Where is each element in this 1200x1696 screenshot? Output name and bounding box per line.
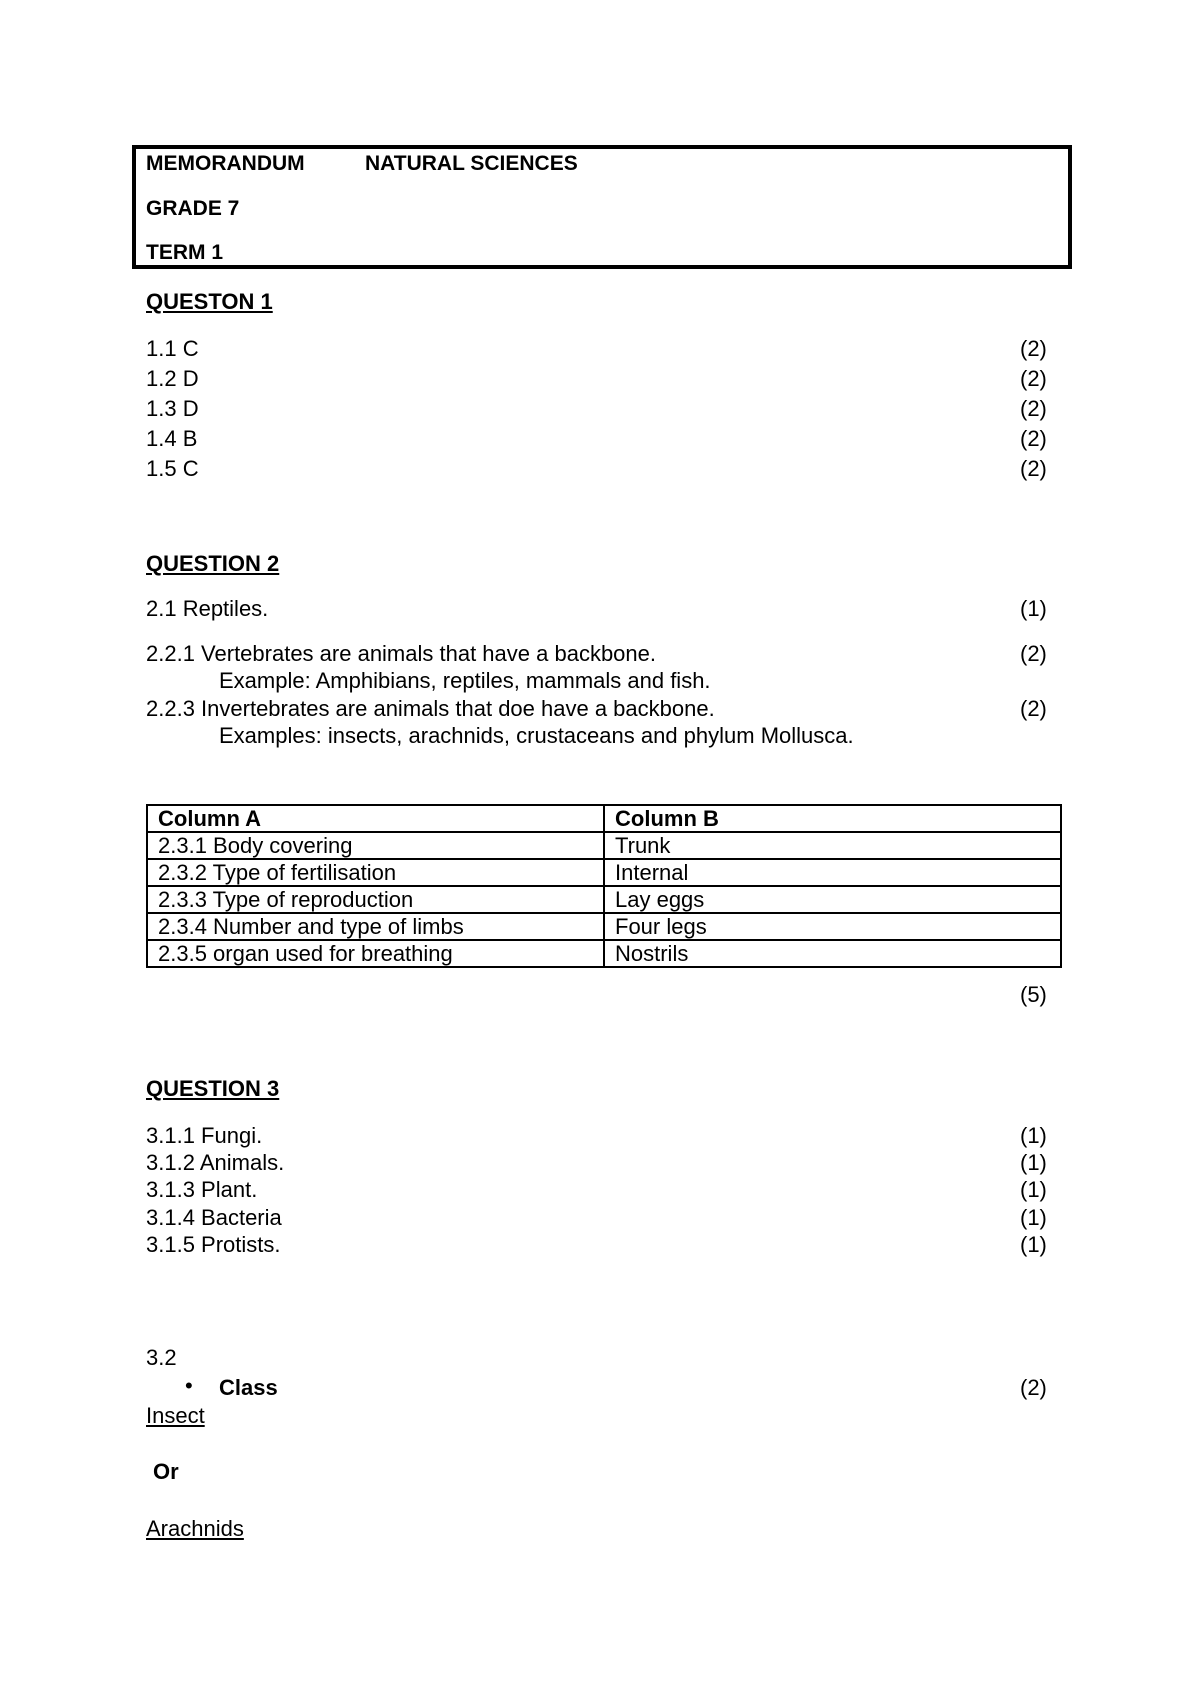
answer-3-1-1: 3.1.1 Fungi. [146,1123,263,1148]
mark-2-1: (1) [1020,596,1047,621]
column-b-header: Column B [604,805,1061,832]
answer-1-2: 1.2 D [146,366,199,391]
mark-2-2-3: (2) [1020,696,1047,721]
table-row [147,832,1061,859]
answer-3-1-3: 3.1.3 Plant. [146,1177,258,1202]
mark-1-4: (2) [1020,426,1047,451]
table-header-row [147,805,1061,832]
table-row [147,940,1061,967]
mark-2-3: (5) [1020,982,1047,1007]
mark-3-2: (2) [1020,1375,1047,1400]
table-cell: Lay eggs [604,886,1061,913]
bullet-class: Class [219,1375,278,1400]
mark-1-5: (2) [1020,456,1047,481]
mark-3-1-4: (1) [1020,1205,1047,1230]
table-cell: 2.3.2 Type of fertilisation [147,859,604,886]
table-cell: Internal [604,859,1061,886]
table-cell: 2.3.1 Body covering [147,832,604,859]
mark-1-1: (2) [1020,336,1047,361]
answer-1-4: 1.4 B [146,426,198,451]
table-cell: Trunk [604,832,1061,859]
answer-3-1-4: 3.1.4 Bacteria [146,1205,282,1230]
mark-1-2: (2) [1020,366,1047,391]
subject-label: NATURAL SCIENCES [365,152,578,175]
answer-2-2-3: 2.2.3 Invertebrates are animals that doe have a backbone. [146,696,715,721]
answer-1-3: 1.3 D [146,396,199,421]
answer-3-1-2: 3.1.2 Animals. [146,1150,285,1175]
table-cell: 2.3.4 Number and type of limbs [147,913,604,940]
question-1-heading: QUESTON 1 [146,289,273,314]
table-row [147,913,1061,940]
answer-1-5: 1.5 C [146,456,199,481]
table-row [147,859,1061,886]
table-cell: 2.3.3 Type of reproduction [147,886,604,913]
answer-3-1-5: 3.1.5 Protists. [146,1232,281,1257]
question-2-heading: QUESTION 2 [146,551,280,576]
answer-arachnids: Arachnids [146,1516,244,1541]
table-row [147,886,1061,913]
question-3-heading: QUESTION 3 [146,1076,280,1101]
mark-3-1-1: (1) [1020,1123,1047,1148]
grade-label: GRADE 7 [146,197,240,220]
mark-3-1-2: (1) [1020,1150,1047,1175]
answer-3-2-label: 3.2 [146,1345,177,1370]
table-cell: 2.3.5 organ used for breathing [147,940,604,967]
mark-3-1-5: (1) [1020,1232,1047,1257]
example-2-2-3: Examples: insects, arachnids, crustaceans and phylum Mollusca. [219,723,854,748]
or-label: Or [153,1459,179,1484]
answer-2-1: 2.1 Reptiles. [146,596,269,621]
mark-3-1-3: (1) [1020,1177,1047,1202]
mark-2-2-1: (2) [1020,641,1047,666]
mark-1-3: (2) [1020,396,1047,421]
table-cell: Four legs [604,913,1061,940]
term-label: TERM 1 [146,241,224,264]
example-2-2-1: Example: Amphibians, reptiles, mammals and fish. [219,668,711,693]
bullet-icon: • [185,1373,193,1398]
answer-1-1: 1.1 C [146,336,199,361]
column-a-header: Column A [147,805,604,832]
answer-insect: Insect [146,1403,205,1428]
memorandum-label: MEMORANDUM [146,152,305,175]
matching-table [146,804,1062,968]
answer-2-2-1: 2.2.1 Vertebrates are animals that have a backbone. [146,641,656,666]
table-cell: Nostrils [604,940,1061,967]
